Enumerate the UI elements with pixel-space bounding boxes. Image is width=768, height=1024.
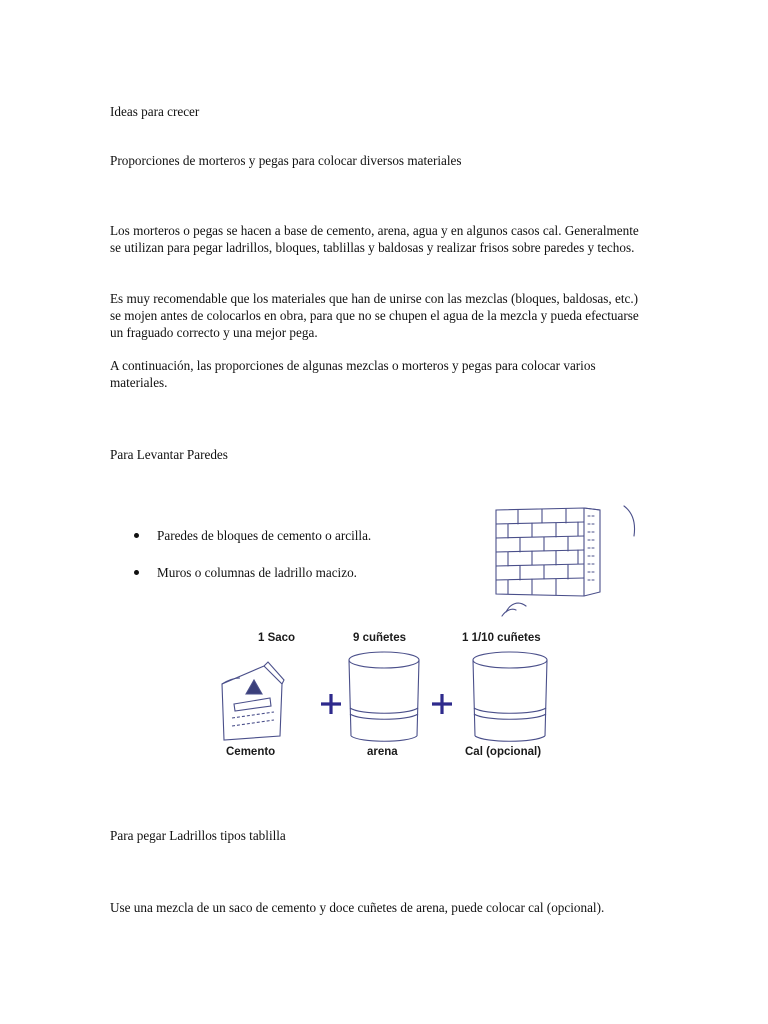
paragraph-continuation: A continuación, las proporciones de algunas mezclas o morteros y pegas para colocar varios materiales.: [110, 358, 596, 390]
cement-quantity-label: 1 Saco: [258, 632, 296, 644]
mix-drawings: [210, 648, 565, 746]
list-item: [130, 564, 371, 581]
plus-icon: [432, 694, 452, 714]
document-subtitle: Proporciones de morteros y pegas para colocar diversos materiales: [110, 153, 462, 168]
list-item: [130, 527, 371, 544]
section-title-bricks: Para pegar Ladrillos tipos tablilla: [110, 828, 286, 843]
brick-wall-illustration: [488, 500, 648, 618]
section-title-walls: Para Levantar Paredes: [110, 447, 228, 462]
cement-bag-icon: [222, 662, 284, 740]
sand-quantity-label: 9 cuñetes: [353, 632, 407, 644]
lime-quantity-label: 1 1/10 cuñetes: [462, 632, 541, 644]
lime-material-label: Cal (opcional): [465, 746, 542, 758]
sand-bucket-icon: [349, 652, 419, 741]
list-item-text: Muros o columnas de ladrillo macizo.: [157, 565, 357, 580]
bullet-list: [130, 527, 371, 601]
lime-bucket-icon: [473, 652, 547, 741]
bullet-dot-icon: [134, 570, 139, 575]
cement-material-label: Cemento: [226, 746, 276, 758]
document-heading: Ideas para crecer: [110, 104, 200, 119]
paragraph-intro: Los morteros o pegas se hacen a base de cemento, arena, agua y en algunos casos cal. Generalmente se utilizan para pegar ladrillos, bloques, tablillas y baldosas y realizar frisos sobre paredes y techos.: [110, 223, 639, 255]
mix-proportion-diagram: [210, 628, 565, 768]
paragraph-brick-mix: Use una mezcla de un saco de cemento y doce cuñetes de arena, puede colocar cal (opcional).: [110, 900, 605, 915]
bullet-dot-icon: [134, 533, 139, 538]
paragraph-wet-materials: Es muy recomendable que los materiales que han de unirse con las mezclas (bloques, baldosas, etc.) se mojen antes de colocarlos en obra, para que no se chupen el agua de la mezcla y pueda efectuarse un fraguado correcto y una mejor pega.: [110, 291, 639, 340]
sand-material-label: arena: [367, 746, 398, 758]
plus-icon: [321, 694, 341, 714]
list-item-text: Paredes de bloques de cemento o arcilla.: [157, 528, 372, 543]
